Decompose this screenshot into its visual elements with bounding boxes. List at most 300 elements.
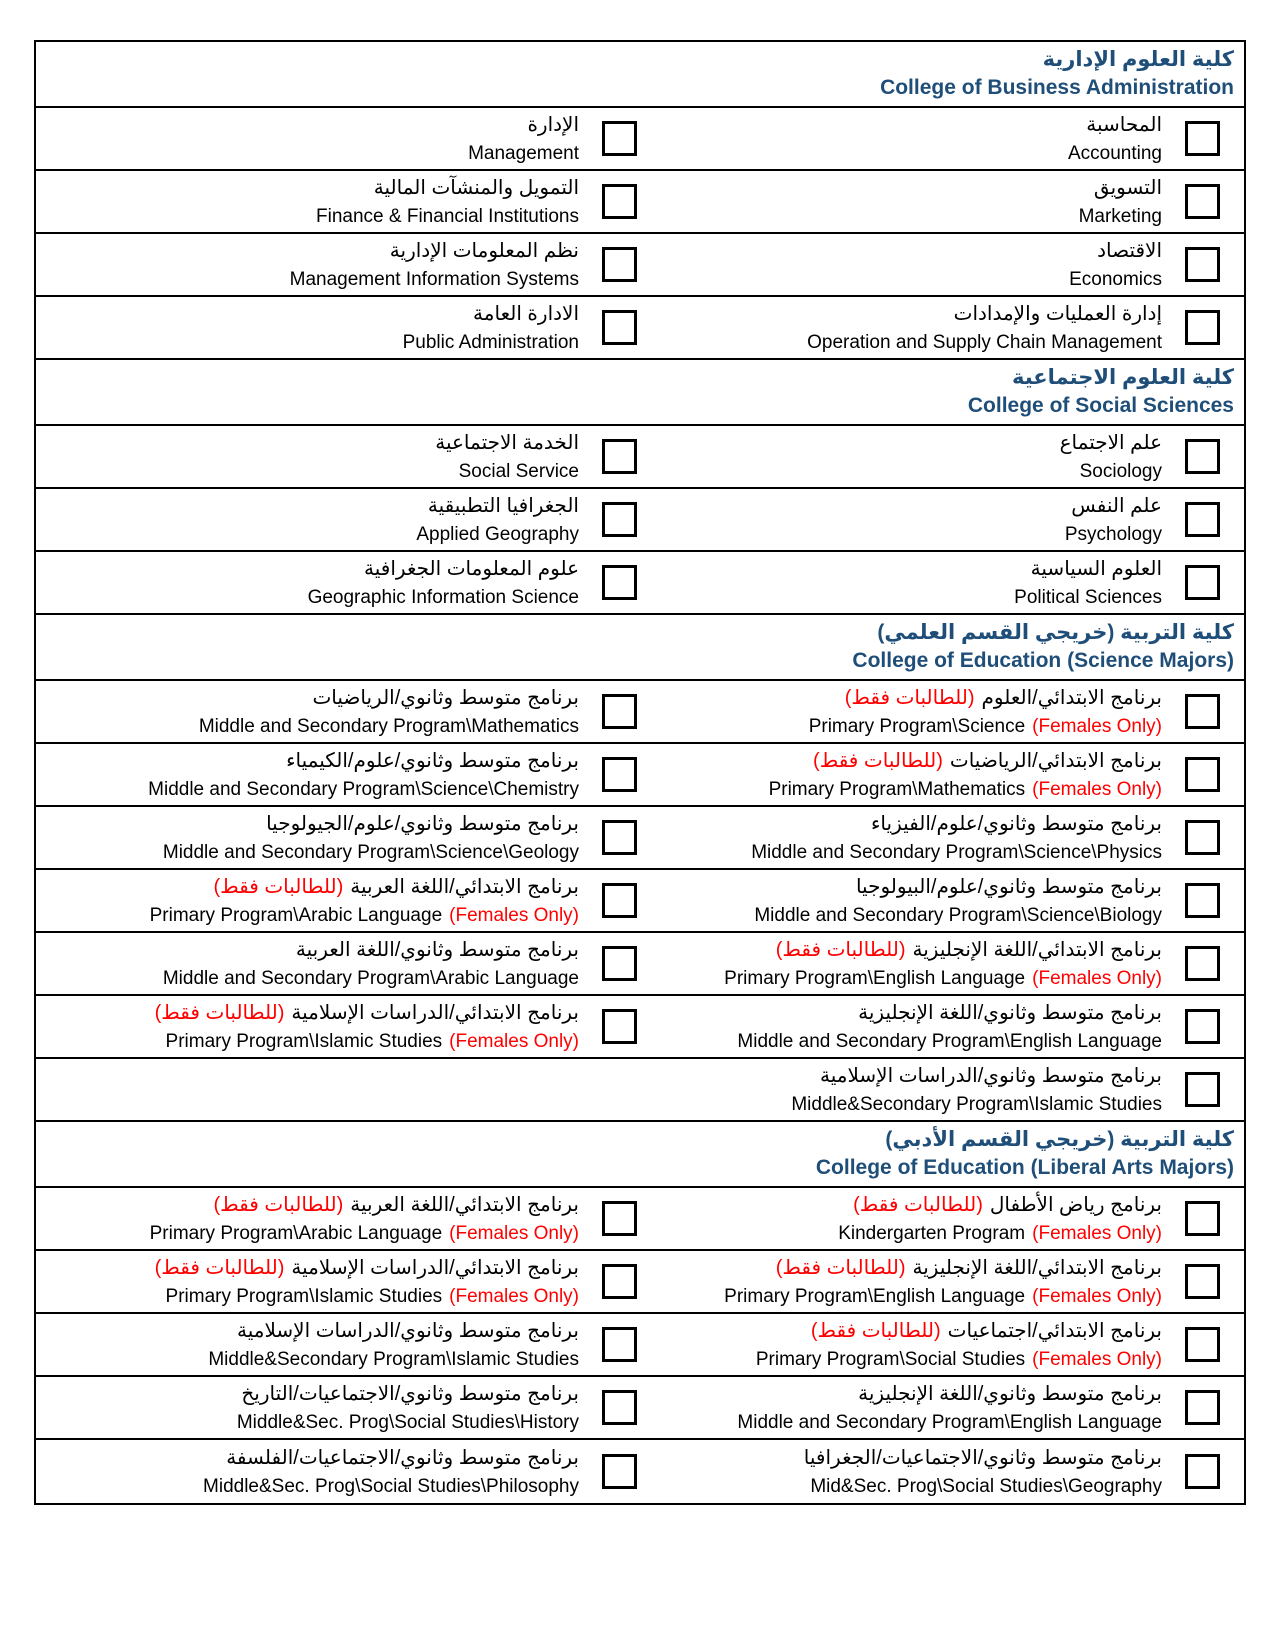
program-row: [36, 996, 1244, 1059]
program-label-arabic-line: [403, 300, 579, 329]
program-label-arabic: المحاسبة: [1086, 113, 1162, 136]
program-label-arabic-line: [237, 1380, 579, 1409]
program-labels: [199, 684, 579, 740]
program-label-english-line: [163, 839, 579, 866]
program-labels: [804, 1444, 1162, 1500]
program-label-english-note: (Females Only): [1032, 778, 1162, 800]
program-cell-right: [640, 1251, 1244, 1312]
program-label-english: Middle&Secondary Program\Islamic Studies: [208, 1348, 579, 1370]
program-table: [34, 40, 1246, 1505]
program-label-arabic: علم الاجتماع: [1059, 431, 1162, 454]
program-label-english-line: [838, 1220, 1162, 1247]
program-cell-left: [36, 1377, 640, 1438]
program-cell-right: [640, 171, 1244, 232]
program-row: [36, 1440, 1244, 1503]
program-checkbox[interactable]: [1185, 820, 1220, 855]
program-row: [36, 171, 1244, 234]
program-labels: [148, 747, 579, 803]
college-title-english: College of Social Sciences: [967, 394, 1234, 417]
program-label-english-line: [316, 203, 579, 230]
program-label-english: Middle and Secondary Program\English Language: [737, 1411, 1162, 1433]
program-checkbox[interactable]: [602, 121, 637, 156]
program-label-arabic: برنامج الابتدائي/العلوم: [981, 686, 1162, 709]
program-label-english: Primary Program\English Language: [724, 1285, 1026, 1307]
program-label-arabic-line: [290, 237, 579, 266]
program-row: [36, 1314, 1244, 1377]
program-checkbox[interactable]: [1185, 565, 1220, 600]
program-label-english-note: (Females Only): [1032, 715, 1162, 737]
program-cell-left: [36, 1188, 640, 1249]
program-label-arabic-line: [199, 684, 579, 713]
program-checkbox[interactable]: [602, 1390, 637, 1425]
program-label-arabic: برنامج الابتدائي/اللغة العربية: [350, 875, 579, 898]
program-label-english: Middle and Secondary Program\Science\Biology: [754, 904, 1162, 926]
program-label-arabic: الادارة العامة: [473, 302, 579, 325]
program-checkbox[interactable]: [602, 1454, 637, 1489]
college-title-arabic: كلية العلوم الإدارية: [1042, 48, 1234, 71]
college-title-english: College of Education (Liberal Arts Majors): [815, 1156, 1234, 1179]
program-label-english: Middle and Secondary Program\Science\Physics: [751, 841, 1162, 863]
program-label-arabic-line: [155, 999, 579, 1028]
program-label-english-line: [724, 1283, 1162, 1310]
program-cell-right: [640, 552, 1244, 613]
program-label-arabic-line: [308, 555, 579, 584]
program-label-arabic-line: [804, 1444, 1162, 1473]
program-label-english: Social Service: [458, 460, 579, 482]
program-label-arabic-note: (للطالبات فقط): [213, 1193, 344, 1216]
program-checkbox[interactable]: [1185, 1390, 1220, 1425]
program-label-arabic-note: (للطالبات فقط): [775, 1256, 906, 1279]
program-label-english-line: [809, 713, 1162, 740]
program-label-english-note: (Females Only): [449, 1285, 579, 1307]
program-label-arabic-line: [754, 873, 1162, 902]
program-label-arabic: برنامج الابتدائي/اللغة الإنجليزية: [912, 1256, 1162, 1279]
program-cell-left: [36, 1440, 640, 1503]
program-label-english-note: (Females Only): [449, 1030, 579, 1052]
program-cell-left: [36, 1251, 640, 1312]
program-labels: [163, 936, 579, 992]
program-label-english-line: [769, 776, 1162, 803]
program-labels: [769, 747, 1162, 803]
college-title-arabic: كلية التربية (خريجي القسم العلمي): [877, 621, 1234, 644]
program-cell-right: [640, 744, 1244, 805]
program-labels: [1079, 174, 1162, 230]
program-label-arabic-line: [756, 1317, 1162, 1346]
program-label-arabic-line: [1068, 111, 1162, 140]
program-label-arabic-note: (للطالبات فقط): [213, 875, 344, 898]
program-label-arabic: برنامج متوسط وثانوي/الاجتماعيات/الجغرافيا: [803, 1446, 1162, 1469]
program-label-arabic: الإدارة: [527, 113, 579, 136]
program-label-english: Middle&Sec. Prog\Social Studies\Philosophy: [203, 1475, 579, 1497]
program-checkbox[interactable]: [602, 694, 637, 729]
program-row: [36, 933, 1244, 996]
program-label-arabic-note: (للطالبات فقط): [810, 1319, 941, 1342]
program-label-english-line: [155, 1028, 579, 1055]
program-label-english-note: (Females Only): [1032, 1285, 1162, 1307]
program-label-arabic: نظم المعلومات الإدارية: [389, 239, 579, 262]
program-row: [36, 234, 1244, 297]
program-labels: [724, 1254, 1162, 1310]
program-label-arabic: الجغرافيا التطبيقية: [427, 494, 579, 517]
program-labels: [155, 1254, 579, 1310]
program-label-arabic-line: [724, 936, 1162, 965]
college-section-header: [36, 615, 1244, 681]
program-label-arabic-line: [1079, 174, 1162, 203]
program-label-english-line: [754, 902, 1162, 929]
program-label-arabic-line: [1069, 237, 1162, 266]
program-label-arabic-line: [163, 810, 579, 839]
program-label-arabic-line: [737, 999, 1162, 1028]
program-row: [36, 552, 1244, 615]
college-title-arabic: كلية العلوم الاجتماعية: [1012, 366, 1234, 389]
program-checkbox[interactable]: [1185, 946, 1220, 981]
program-label-arabic: علم النفس: [1071, 494, 1162, 517]
program-labels: [737, 1380, 1162, 1436]
program-row: [36, 1377, 1244, 1440]
program-label-english-line: [804, 1473, 1162, 1500]
program-label-english-line: [290, 266, 579, 293]
program-checkbox[interactable]: [1185, 1201, 1220, 1236]
program-label-english: Public Administration: [402, 331, 579, 353]
program-checkbox[interactable]: [602, 1264, 637, 1299]
program-row: [36, 681, 1244, 744]
program-checkbox[interactable]: [602, 820, 637, 855]
program-label-english-line: [148, 776, 579, 803]
college-section-header: [36, 360, 1244, 426]
program-labels: [403, 300, 579, 356]
program-cell-left: [36, 108, 640, 169]
program-label-arabic-line: [838, 1191, 1162, 1220]
program-label-arabic-line: [148, 747, 579, 776]
program-label-english: Operation and Supply Chain Management: [807, 331, 1162, 353]
program-label-arabic: برنامج متوسط وثانوي/علوم/الجيولوجيا: [266, 812, 579, 835]
program-label-english: Primary Program\Islamic Studies: [165, 1285, 443, 1307]
program-label-arabic: برنامج الابتدائي/الدراسات الإسلامية: [291, 1001, 579, 1024]
program-cell-right: [640, 870, 1244, 931]
program-checkbox[interactable]: [1185, 694, 1220, 729]
program-cell-left: [36, 297, 640, 358]
program-label-english-note: (Females Only): [449, 1222, 579, 1244]
program-label-english: Middle and Secondary Program\Arabic Language: [162, 967, 579, 989]
program-cell-right: [640, 807, 1244, 868]
program-label-english: Management Information Systems: [289, 268, 579, 290]
program-checkbox[interactable]: [602, 184, 637, 219]
program-labels: [203, 1444, 579, 1500]
program-label-english-line: [1068, 140, 1162, 167]
program-cell-left: [36, 933, 640, 994]
program-row: [36, 744, 1244, 807]
program-checkbox[interactable]: [602, 1327, 637, 1362]
program-cell-left: [36, 870, 640, 931]
program-checkbox[interactable]: [1185, 502, 1220, 537]
program-labels: [163, 810, 579, 866]
program-label-english-line: [737, 1409, 1162, 1436]
program-label-arabic-line: [416, 492, 579, 521]
program-labels: [838, 1191, 1162, 1247]
program-cell-left: [36, 681, 640, 742]
program-label-arabic-line: [316, 174, 579, 203]
program-cell-right: [640, 426, 1244, 487]
program-label-arabic: برنامج متوسط وثانوي/اللغة الإنجليزية: [858, 1382, 1162, 1405]
program-checkbox[interactable]: [1185, 184, 1220, 219]
program-labels: [150, 873, 579, 929]
program-label-arabic: برنامج متوسط وثانوي/الدراسات الإسلامية: [820, 1064, 1162, 1087]
program-label-arabic: برنامج الابتدائي/الرياضيات: [949, 749, 1162, 772]
program-checkbox[interactable]: [602, 310, 637, 345]
program-label-english-note: (Females Only): [1032, 1348, 1162, 1370]
program-label-arabic-note: (للطالبات فقط): [775, 938, 906, 961]
program-label-english: Geographic Information Science: [307, 586, 579, 608]
program-labels: [1068, 111, 1162, 167]
program-row: [36, 807, 1244, 870]
program-cell-right: [640, 234, 1244, 295]
program-checkbox[interactable]: [1185, 1264, 1220, 1299]
program-cell-left: [36, 1314, 640, 1375]
program-labels: [208, 1317, 579, 1373]
program-labels: [1014, 555, 1162, 611]
program-labels: [468, 111, 579, 167]
program-label-arabic-line: [769, 747, 1162, 776]
program-label-english: Political Sciences: [1014, 586, 1162, 608]
program-labels: [1069, 237, 1162, 293]
program-label-arabic-note: (للطالبات فقط): [853, 1193, 983, 1216]
program-label-english: Primary Program\Arabic Language: [149, 1222, 443, 1244]
program-label-english-line: [199, 713, 579, 740]
program-label-english-line: [1065, 521, 1162, 548]
program-labels: [237, 1380, 579, 1436]
program-row: [36, 489, 1244, 552]
program-label-arabic-line: [163, 936, 579, 965]
program-labels: [751, 810, 1162, 866]
program-labels: [308, 555, 579, 611]
program-cell-right: [640, 489, 1244, 550]
program-label-arabic-line: [737, 1380, 1162, 1409]
program-labels: [416, 492, 579, 548]
program-label-arabic: برنامج متوسط وثانوي/اللغة الإنجليزية: [858, 1001, 1162, 1024]
program-label-english-line: [308, 584, 579, 611]
program-label-arabic-line: [1065, 492, 1162, 521]
program-label-english-line: [1069, 266, 1162, 293]
program-label-arabic: برنامج متوسط وثانوي/علوم/البيولوجيا: [855, 875, 1162, 898]
program-label-english-line: [150, 902, 579, 929]
college-title-english: College of Business Administration: [880, 76, 1234, 99]
program-label-english: Middle and Secondary Program\Mathematics: [198, 715, 579, 737]
program-cell-right: [640, 108, 1244, 169]
program-checkbox[interactable]: [602, 502, 637, 537]
program-label-arabic-line: [468, 111, 579, 140]
program-labels: [1060, 429, 1162, 485]
program-label-arabic-note: (للطالبات فقط): [813, 749, 943, 772]
program-label-english-line: [468, 140, 579, 167]
program-row: [36, 297, 1244, 360]
program-label-english: Psychology: [1064, 523, 1162, 545]
program-label-english-line: [737, 1028, 1162, 1055]
program-label-arabic: برنامج الابتدائي/اللغة الإنجليزية: [912, 938, 1162, 961]
program-label-arabic-line: [809, 684, 1162, 713]
program-label-arabic: التسويق: [1093, 176, 1162, 199]
program-label-english: Middle and Secondary Program\Science\Chemistry: [148, 778, 579, 800]
program-label-english-line: [155, 1283, 579, 1310]
program-label-english-note: (Females Only): [1032, 967, 1162, 989]
program-label-arabic: برنامج متوسط وثانوي/علوم/الكيمياء: [286, 749, 579, 772]
program-cell-left: [36, 234, 640, 295]
program-row: [36, 1251, 1244, 1314]
program-checkbox[interactable]: [1185, 439, 1220, 474]
program-label-arabic: إدارة العمليات والإمدادات: [953, 302, 1162, 325]
program-label-english: Middle&Secondary Program\Islamic Studies: [791, 1093, 1162, 1115]
program-label-arabic-note: (للطالبات فقط): [844, 686, 975, 709]
program-label-arabic-line: [203, 1444, 579, 1473]
program-labels: [1065, 492, 1162, 548]
program-checkbox[interactable]: [1185, 1072, 1220, 1107]
program-cell-right: [640, 996, 1244, 1057]
program-label-english-line: [163, 965, 579, 992]
program-row: [36, 1188, 1244, 1251]
program-labels: [290, 237, 579, 293]
program-label-arabic-note: (للطالبات فقط): [154, 1001, 285, 1024]
program-label-english-line: [756, 1346, 1162, 1373]
program-cell-right: [640, 297, 1244, 358]
program-labels: [809, 684, 1162, 740]
program-label-english-note: (Females Only): [1032, 1222, 1162, 1244]
college-title-arabic: كلية التربية (خريجي القسم الأدبي): [885, 1128, 1234, 1151]
program-label-english-line: [416, 521, 579, 548]
program-label-english-line: [1014, 584, 1162, 611]
program-label-english: Primary Program\Science: [808, 715, 1026, 737]
program-label-english: Middle&Sec. Prog\Social Studies\History: [236, 1411, 579, 1433]
program-labels: [435, 429, 579, 485]
program-cell-right: [640, 1314, 1244, 1375]
program-labels: [791, 1062, 1162, 1118]
program-label-english-note: (Females Only): [449, 904, 579, 926]
program-cell-right: [640, 1059, 1244, 1120]
program-label-arabic: برنامج متوسط وثانوي/الاجتماعيات/التاريخ: [241, 1382, 579, 1405]
program-label-arabic-line: [435, 429, 579, 458]
program-labels: [756, 1317, 1162, 1373]
program-checkbox[interactable]: [602, 1201, 637, 1236]
program-labels: [807, 300, 1162, 356]
program-label-english: Applied Geography: [416, 523, 579, 545]
program-label-english-line: [724, 965, 1162, 992]
program-label-english-line: [751, 839, 1162, 866]
program-checkbox[interactable]: [602, 757, 637, 792]
program-label-arabic: برنامج متوسط وثانوي/علوم/الفيزياء: [871, 812, 1162, 835]
program-cell-right: [640, 933, 1244, 994]
program-label-arabic: برنامج الابتدائي/الدراسات الإسلامية: [291, 1256, 579, 1279]
program-label-english: Kindergarten Program: [838, 1222, 1026, 1244]
college-section-header: [36, 42, 1244, 108]
program-labels: [754, 873, 1162, 929]
program-checkbox[interactable]: [1185, 757, 1220, 792]
program-label-english: Primary Program\Mathematics: [768, 778, 1026, 800]
program-labels: [316, 174, 579, 230]
program-label-arabic-line: [724, 1254, 1162, 1283]
program-label-english-line: [1060, 458, 1162, 485]
program-cell-left: [36, 807, 640, 868]
program-checkbox[interactable]: [1185, 1327, 1220, 1362]
program-checkbox[interactable]: [1185, 883, 1220, 918]
program-label-english: Economics: [1069, 268, 1162, 290]
program-row: [36, 426, 1244, 489]
program-label-english: Primary Program\English Language: [724, 967, 1026, 989]
program-label-english-line: [403, 329, 579, 356]
program-row: [36, 108, 1244, 171]
program-checkbox[interactable]: [602, 946, 637, 981]
program-labels: [737, 999, 1162, 1055]
program-label-english: Primary Program\Arabic Language: [149, 904, 443, 926]
program-cell-left: [36, 426, 640, 487]
program-label-english: Sociology: [1079, 460, 1162, 482]
program-checkbox[interactable]: [602, 247, 637, 282]
program-checkbox[interactable]: [602, 883, 637, 918]
program-cell-left: [36, 489, 640, 550]
program-label-english-line: [150, 1220, 579, 1247]
program-label-english-line: [203, 1473, 579, 1500]
program-row: [36, 1059, 1244, 1122]
program-labels: [724, 936, 1162, 992]
program-label-english-line: [237, 1409, 579, 1436]
program-label-english-line: [435, 458, 579, 485]
program-label-arabic-line: [208, 1317, 579, 1346]
program-label-arabic-line: [150, 1191, 579, 1220]
program-label-arabic: برنامج متوسط وثانوي/الاجتماعيات/الفلسفة: [226, 1446, 579, 1469]
program-label-arabic-line: [1060, 429, 1162, 458]
program-checkbox[interactable]: [1185, 1009, 1220, 1044]
program-row: [36, 870, 1244, 933]
program-label-arabic-line: [807, 300, 1162, 329]
program-label-arabic: برنامج رياض الأطفال: [989, 1193, 1162, 1216]
program-cell-right: [640, 1440, 1244, 1503]
program-checkbox[interactable]: [602, 565, 637, 600]
program-label-arabic-line: [751, 810, 1162, 839]
program-checkbox[interactable]: [602, 439, 637, 474]
program-labels: [150, 1191, 579, 1247]
program-label-arabic: برنامج متوسط وثانوي/الرياضيات: [312, 686, 579, 709]
program-cell-left: [36, 996, 640, 1057]
program-label-arabic: برنامج متوسط وثانوي/اللغة العربية: [295, 938, 579, 961]
program-label-arabic: الخدمة الاجتماعية: [435, 431, 579, 454]
program-cell-left: [36, 552, 640, 613]
program-label-arabic-line: [791, 1062, 1162, 1091]
program-cell-left: [36, 1059, 640, 1120]
program-checkbox[interactable]: [1185, 310, 1220, 345]
program-label-english: Mid&Sec. Prog\Social Studies\Geography: [810, 1475, 1162, 1497]
college-title-english: College of Education (Science Majors): [852, 649, 1234, 672]
program-label-arabic-line: [155, 1254, 579, 1283]
program-checkbox[interactable]: [1185, 121, 1220, 156]
program-label-arabic: التمويل والمنشآت المالية: [373, 176, 579, 199]
program-label-arabic: برنامج الابتدائي/اجتماعيات: [947, 1319, 1162, 1342]
program-label-arabic-line: [1014, 555, 1162, 584]
program-label-arabic-line: [150, 873, 579, 902]
program-label-english: Marketing: [1078, 205, 1162, 227]
program-label-english: Middle and Secondary Program\English Language: [737, 1030, 1162, 1052]
program-label-english-line: [807, 329, 1162, 356]
program-label-english: Primary Program\Social Studies: [755, 1348, 1026, 1370]
program-label-english: Finance & Financial Institutions: [316, 205, 579, 227]
program-checkbox[interactable]: [1185, 1454, 1220, 1489]
program-label-arabic: علوم المعلومات الجغرافية: [364, 557, 579, 580]
program-label-english: Accounting: [1067, 142, 1162, 164]
program-checkbox[interactable]: [1185, 247, 1220, 282]
program-label-arabic-note: (للطالبات فقط): [154, 1256, 285, 1279]
program-label-english-line: [791, 1091, 1162, 1118]
program-label-english-line: [208, 1346, 579, 1373]
program-checkbox[interactable]: [602, 1009, 637, 1044]
college-section-header: [36, 1122, 1244, 1188]
program-cell-left: [36, 744, 640, 805]
program-labels: [155, 999, 579, 1055]
